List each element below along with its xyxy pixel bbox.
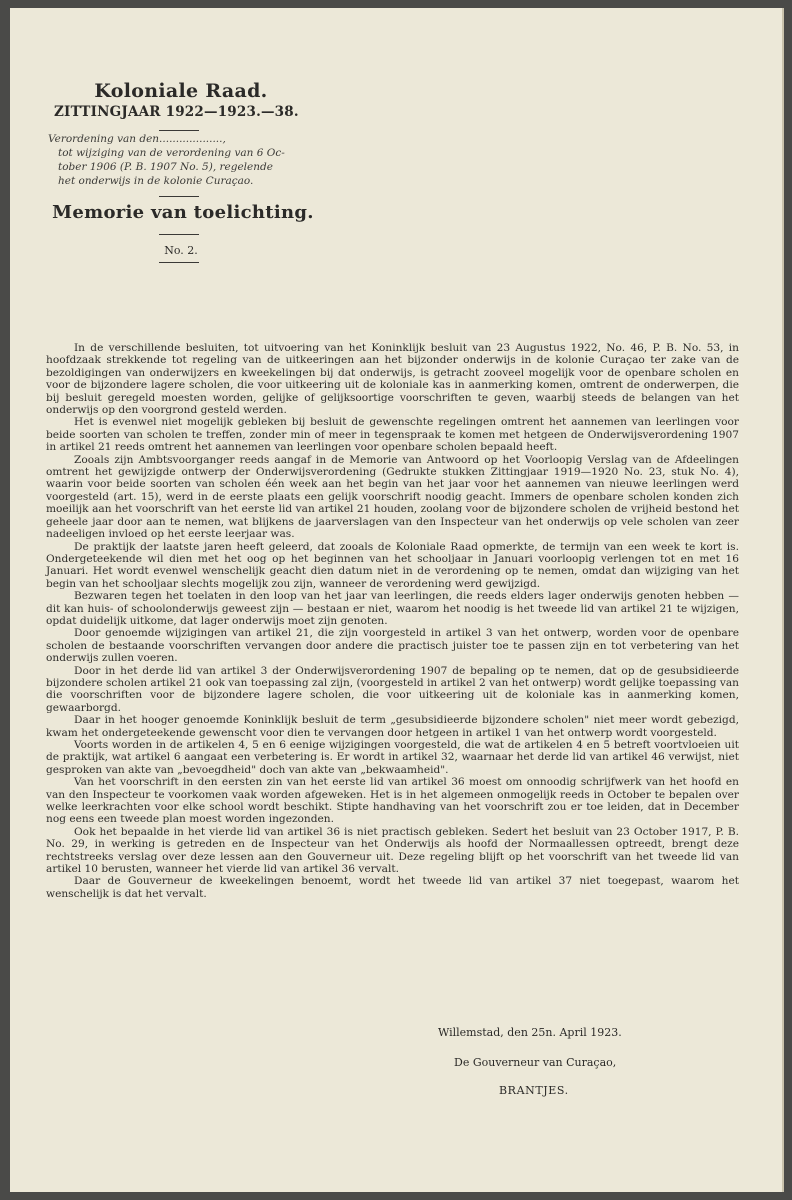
paragraph: Voorts worden in de artikelen 4, 5 en 6 eenige wijzigingen voorgesteld, die wat de artikelen 4 en 5 betreft voortvloeien uit de praktijk, wat artikel 6 aangaat een verbetering is. Er wordt in artikel 32, waarnaar het derde lid van artikel 46 verwijst, niet gesproken van akte van „bevoegdheid" doch van akte van „bekwaamheid". bbox=[46, 739, 739, 776]
paragraph: Daar in het hooger genoemde Koninklijk besluit de term „gesubsidieerde bijzondere scholen" niet meer wordt gebezigd, kwam het ondergeteekende gewenscht voor dien te vervangen door hetgeen in artikel 1 van het ontwerp wordt voorgesteld. bbox=[46, 714, 739, 739]
body-text bbox=[46, 342, 739, 900]
paragraph: In de verschillende besluiten, tot uitvoering van het Koninklijk besluit van 23 Augustus 1922, No. 46, P. B. No. 53, in hoofdzaak strekkende tot regeling van de uitkeeringen aan het bijzonder onderwijs in de kolonie Curaçao ter zake van de bezoldigingen van onderwijzers en kweekelingen bij dat onderwijs, is getracht zooveel mogelijk voor de openbare scholen en voor de bijzondere lagere scholen, die voor uitkeering uit de koloniale kas in aanmerking komen, omtrent de onderwerpen, die bij besluit geregeld moesten worden, gelijke of gelijksoortige voorschriften te geven, waarbij steeds de belangen van het onderwijs op den voorgrond gesteld werden. bbox=[46, 342, 739, 417]
ordinance-line: Verordening van den..................., bbox=[48, 133, 226, 145]
paragraph: Door genoemde wijzigingen van artikel 21, die zijn voorgesteld in artikel 3 van het ontwerp, worden voor de openbare scholen de bestaande voorschriften vervangen door andere die practisch juister toe te passen zijn en tot verbetering van het onderwijs zullen voeren. bbox=[46, 627, 739, 665]
ordinance-line: tober 1906 (P. B. 1907 No. 5), regelende bbox=[58, 161, 273, 173]
session-line: ZITTINGJAAR 1922—1923.—38. bbox=[54, 104, 299, 120]
divider bbox=[159, 262, 199, 263]
paragraph: De praktijk der laatste jaren heeft geleerd, dat zooals de Koloniale Raad opmerkte, de termijn van een week te kort is. Ondergeteekende wil dien met het oog op het beginnen van het schooljaar in Januari voorloopig verlengen tot en met 16 Januari. Het wordt evenwel wenschelijk geacht dien datum niet in de verordening op te nemen, omdat dan wijziging van het begin van het schooljaar slechts mogelijk zou zijn, wanneer de verordening werd gewijzigd. bbox=[46, 540, 739, 590]
divider bbox=[159, 196, 199, 197]
ordinance-line: het onderwijs in de kolonie Curaçao. bbox=[58, 175, 254, 187]
document-number: No. 2. bbox=[164, 244, 198, 257]
place-date: Willemstad, den 25n. April 1923. bbox=[438, 1026, 622, 1039]
document-page bbox=[10, 8, 784, 1192]
divider bbox=[159, 234, 199, 235]
governor-office: De Gouverneur van Curaçao, bbox=[454, 1056, 617, 1069]
divider bbox=[159, 130, 199, 131]
paragraph: Daar de Gouverneur de kweekelingen benoemt, wordt het tweede lid van artikel 37 niet toegepast, waarom het wenschelijk is dat het vervalt. bbox=[46, 875, 739, 900]
paragraph: Zooals zijn Ambtsvoorganger reeds aangaf in de Memorie van Antwoord op het Voorloopig Verslag van de Afdeelingen omtrent het gewijzigde ontwerp der Onderwijsverordening (Gedrukte stukken Zittingjaar 1919—1920 No. 23, stuk No. 4), waarin voor beide soorten van scholen één week aan het begin van het jaar voor het aannemen van nieuwe leerlingen werd voorgesteld (art. 15), werd in de eerste plaats een gelijk voorschrift noodig geacht. Immers de openbare scholen konden zich moeilijk aan het voorschrift van het eerste lid van artikel 21 houden, zoolang voor de bijzondere scholen de vrijheid bestond het geheele jaar door aan te nemen, wat blijkens de jaarverslagen van den Inspecteur van het onderwijs op vele scholen van zeer nadeeligen invloed op het eerste leerjaar was. bbox=[46, 453, 739, 541]
council-title: Koloniale Raad. bbox=[94, 80, 268, 102]
paragraph: Bezwaren tegen het toelaten in den loop van het jaar van leerlingen, die reeds elders lager onderwijs genoten hebben — dit kan huis- of schoolonderwijs geweest zijn — bestaan er niet, waarom het noodig is het tweede lid van artikel 21 te wijzigen, opdat duidelijk uitkome, dat lager onderwijs moet zijn genoten. bbox=[46, 590, 739, 627]
paragraph: Het is evenwel niet mogelijk gebleken bij besluit de gewenschte regelingen omtrent het aannemen van leerlingen voor beide soorten van scholen te treffen, zonder min of meer in tegenspraak te komen met hetgeen de Onderwijsverordening 1907 in artikel 21 reeds omtrent het aannemen van leerlingen voor openbare scholen bepaald heeft. bbox=[46, 416, 739, 454]
ordinance-title bbox=[48, 132, 310, 188]
paragraph: Ook het bepaalde in het vierde lid van artikel 36 is niet practisch gebleken. Sedert het besluit van 23 October 1917, P. B. No. 29, in werking is getreden en de Inspecteur van het Onderwijs als hoofd der Normaallessen optreedt, brengt deze rechtstreeks verslag over deze lessen aan den Gouverneur uit. Deze regeling blijft op het voorschrift van het tweede lid van artikel 10 berusten, wanneer het vierde lid van artikel 36 vervalt. bbox=[46, 825, 739, 876]
ordinance-line: tot wijziging van de verordening van 6 Oc- bbox=[58, 147, 285, 159]
memorie-title: Memorie van toelichting. bbox=[52, 202, 314, 223]
signature: BRANTJES. bbox=[499, 1084, 569, 1097]
paragraph: Van het voorschrift in den eersten zin van het eerste lid van artikel 36 moest om onnoodig schrijfwerk van het hoofd en van den Inspecteur te voorkomen vaak worden afgeweken. Het is in het algemeen onmogelijk reeds in October te bepalen over welke leerkrachten voor elke school wordt beschikt. Stipte handhaving van het voorschrift zou er toe leiden, dat in December nog eens een tweede plan moest worden ingezonden. bbox=[46, 776, 739, 826]
paragraph: Door in het derde lid van artikel 3 der Onderwijsverordening 1907 de bepaling op te nemen, dat op de gesubsidieerde bijzondere scholen artikel 21 ook van toepassing zal zijn, (voorgesteld in artikel 2 van het ontwerp) wordt gelijke toepassing van die voorschriften voor de bijzondere lagere scholen, die voor uitkeering uit de koloniale kas in aanmerking komen, gewaarborgd. bbox=[46, 664, 739, 714]
